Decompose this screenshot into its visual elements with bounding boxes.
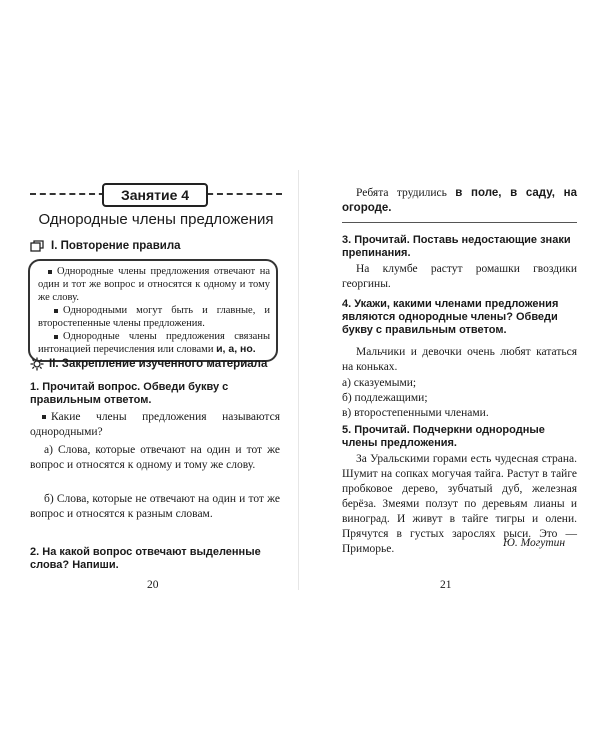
task-1-option-a[interactable]: а) Слова, которые отвечают на один и тот же вопрос и относятся к одному и тому же слову.	[30, 444, 280, 471]
task-5-text: За Уральскими горами есть чудесная страна. Шумит на сопках могучая тайга. Растут в тайге пробковое дерево, зубчатый дуб, железная берёза. Змеями ползут по деревьям лианы и виноград. И живут в тайге тигры и олени. Прячутся в густых зарослях рыси. Это — Приморье.	[342, 453, 577, 555]
rule-box	[28, 259, 278, 362]
page-number: 20	[147, 579, 159, 591]
section-2-heading	[30, 357, 267, 371]
rule-item: Однородными могут быть и главные, и второстепенные члены предложения.	[38, 305, 270, 329]
rule-item: Однородные члены предложения отвечают на один и тот же вопрос и относятся к одному и тому же слову.	[38, 266, 270, 303]
task-1-option-b[interactable]: б) Слова, которые не отвечают на один и тот же вопрос и относятся к разным словам.	[30, 493, 280, 520]
sun-gear-icon	[30, 357, 44, 371]
book-fold	[298, 170, 299, 590]
section-1-title: I. Повторение правила	[51, 240, 181, 252]
task-1-question: Какие члены предложения называются однородными?	[30, 411, 280, 438]
author: Ю. Могутин	[503, 537, 566, 549]
lesson-label: Занятие 4	[102, 183, 208, 207]
example-sentence: Ребята трудились в поле, в саду, на огороде.	[342, 187, 577, 214]
right-page	[300, 0, 600, 750]
task-4-options	[342, 376, 577, 421]
task-4-option-c[interactable]: в) второстепенными членами.	[342, 407, 489, 419]
task-4-option-a[interactable]: а) сказуемыми;	[342, 377, 417, 389]
task-4-text: Мальчики и девочки очень любят кататься на коньках.	[342, 346, 577, 373]
task-3-text: На клумбе растут ромашки гвоздики георгины.	[342, 263, 577, 290]
task-4-heading: 4. Укажи, какими членами предложения являются однородные члены? Обведи букву с правильным ответом.	[342, 298, 559, 336]
page-title: Однородные члены предложения	[38, 211, 274, 228]
answer-line[interactable]	[342, 222, 577, 223]
task-1-heading: 1. Прочитай вопрос. Обведи букву с правильным ответом.	[30, 381, 229, 406]
repeat-rule-icon	[30, 240, 46, 252]
task-5-heading: 5. Прочитай. Подчеркни однородные члены предложения.	[342, 424, 545, 449]
task-4-option-b[interactable]: б) подлежащими;	[342, 392, 428, 404]
page-number: 21	[440, 579, 452, 591]
section-1-heading	[30, 240, 181, 252]
section-2-title: II. Закрепление изученного материала	[49, 358, 268, 370]
task-3-heading: 3. Прочитай. Поставь недостающие знаки препинания.	[342, 234, 571, 259]
task-2-heading: 2. На какой вопрос отвечают выделенные слова? Напиши.	[30, 546, 261, 571]
rule-item: Однородные члены предложения связаны интонацией перечисления или словами и, а, но.	[38, 331, 270, 355]
